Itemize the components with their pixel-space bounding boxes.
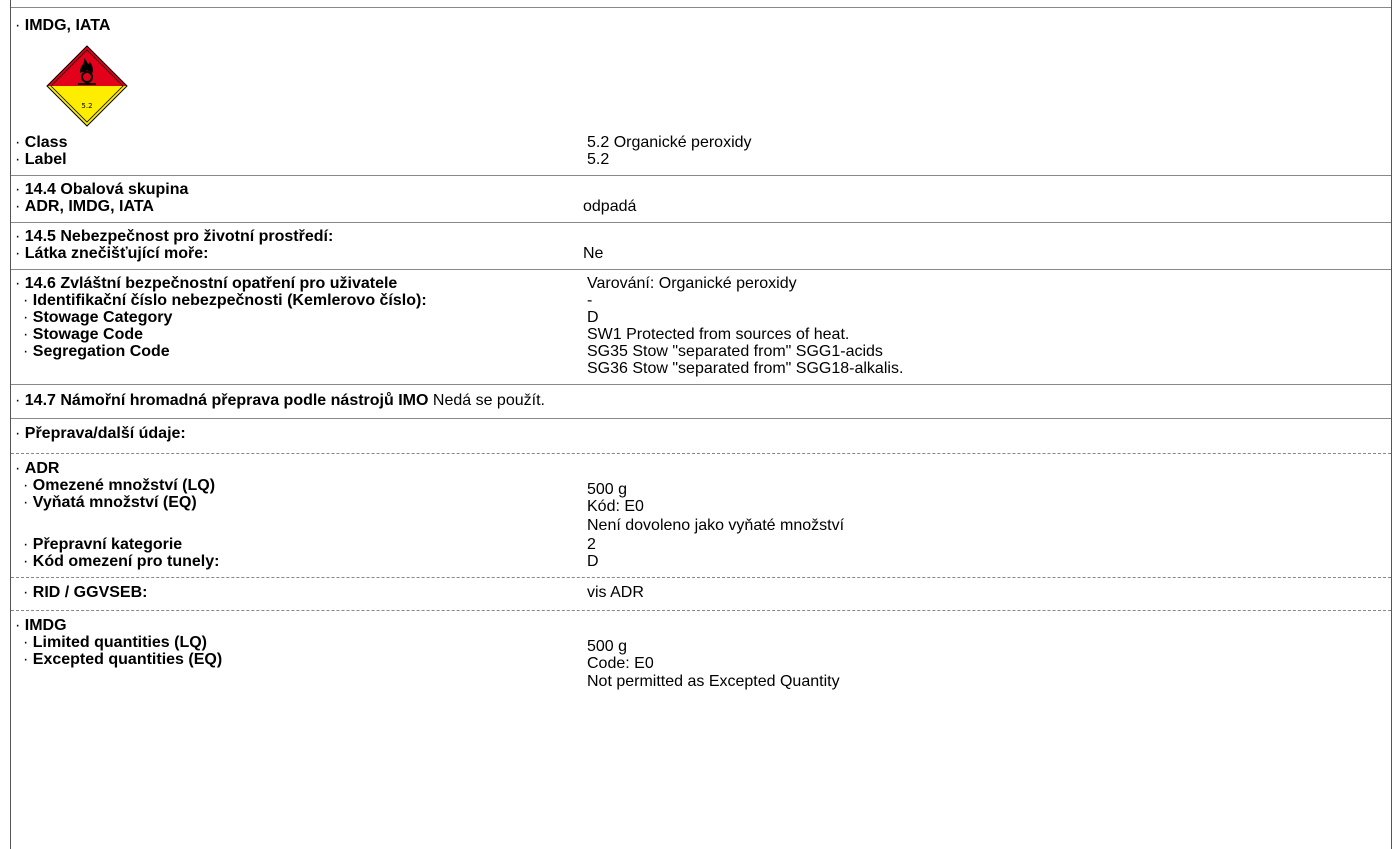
dashed-divider <box>11 577 1391 578</box>
transport-heading: · Přeprava/další údaje: <box>15 425 186 442</box>
adr-eq-label: · Vyňatá množství (EQ) <box>23 494 197 511</box>
section-14-6-warning: Varování: Organické peroxidy <box>587 275 797 292</box>
svg-text:5.2: 5.2 <box>81 102 93 110</box>
imdg-iata-heading: · IMDG, IATA <box>15 17 111 34</box>
dashed-divider <box>11 610 1391 611</box>
imdg-lq-value: 500 g <box>587 638 628 655</box>
adr-heading: · ADR <box>15 460 60 477</box>
marine-pollutant-label: · Látka znečišťující moře: <box>15 245 209 262</box>
adr-lq-value: 500 g <box>587 481 628 498</box>
segregation-code-label: · Segregation Code <box>23 343 170 360</box>
imdg-eq-label: · Excepted quantities (EQ) <box>23 651 223 668</box>
section-14-4-heading: · 14.4 Obalová skupina <box>15 181 189 198</box>
rid-value: vis ADR <box>587 584 644 601</box>
segregation-code-extra: SG36 Stow "separated from" SGG18-alkalis. <box>587 360 904 377</box>
rid-label: · RID / GGVSEB: <box>23 584 148 601</box>
label-value: 5.2 <box>587 151 610 168</box>
section-14-5-heading: · 14.5 Nebezpečnost pro životní prostředí: <box>15 228 334 245</box>
segregation-code-value: SG35 Stow "separated from" SGG1-acids <box>587 343 883 360</box>
class-value: 5.2 Organické peroxidy <box>587 134 752 151</box>
kemler-number-label: · Identifikační číslo nebezpečnosti (Kemlerovo číslo): <box>23 292 427 309</box>
class-label: · Class <box>15 134 68 151</box>
document-frame <box>10 0 1392 849</box>
divider <box>11 269 1391 270</box>
imdg-eq-note: Not permitted as Excepted Quantity <box>587 673 840 690</box>
imdg-eq-value: Code: E0 <box>587 655 654 672</box>
stowage-code-label: · Stowage Code <box>23 326 144 343</box>
packing-group-label: · ADR, IMDG, IATA <box>15 198 154 215</box>
adr-eq-value: Kód: E0 <box>587 498 644 515</box>
stowage-category-value: D <box>587 309 599 326</box>
packing-group-value: odpadá <box>583 198 637 215</box>
stowage-category-label: · Stowage Category <box>23 309 173 326</box>
kemler-number-value: - <box>587 292 593 309</box>
divider <box>11 222 1391 223</box>
section-14-6-heading: · 14.6 Zvláštní bezpečnostní opatření pro uživatele <box>15 275 398 292</box>
adr-tunnel-code-value: D <box>587 553 599 570</box>
imdg-lq-label: · Limited quantities (LQ) <box>23 634 207 651</box>
section-14-7-heading: · 14.7 Námořní hromadná přeprava podle nástrojů IMO Nedá se použít. <box>15 392 545 409</box>
adr-lq-label: · Omezené množství (LQ) <box>23 477 216 494</box>
adr-tunnel-code-label: · Kód omezení pro tunely: <box>23 553 220 570</box>
dashed-divider <box>11 453 1391 454</box>
imdg-heading: · IMDG <box>15 617 67 634</box>
adr-eq-note: Není dovoleno jako vyňaté množství <box>587 517 845 534</box>
adr-transport-category-value: 2 <box>587 536 596 553</box>
marine-pollutant-value: Ne <box>583 245 604 262</box>
top-border <box>11 7 1391 8</box>
adr-transport-category-label: · Přepravní kategorie <box>23 536 183 553</box>
oxidizer-flame-diamond-icon <box>45 44 129 128</box>
divider <box>11 175 1391 176</box>
label-label: · Label <box>15 151 67 168</box>
divider <box>11 418 1391 419</box>
section-14-7-value: Nedá se použít. <box>432 392 545 409</box>
divider <box>11 384 1391 385</box>
stowage-code-value: SW1 Protected from sources of heat. <box>587 326 850 343</box>
